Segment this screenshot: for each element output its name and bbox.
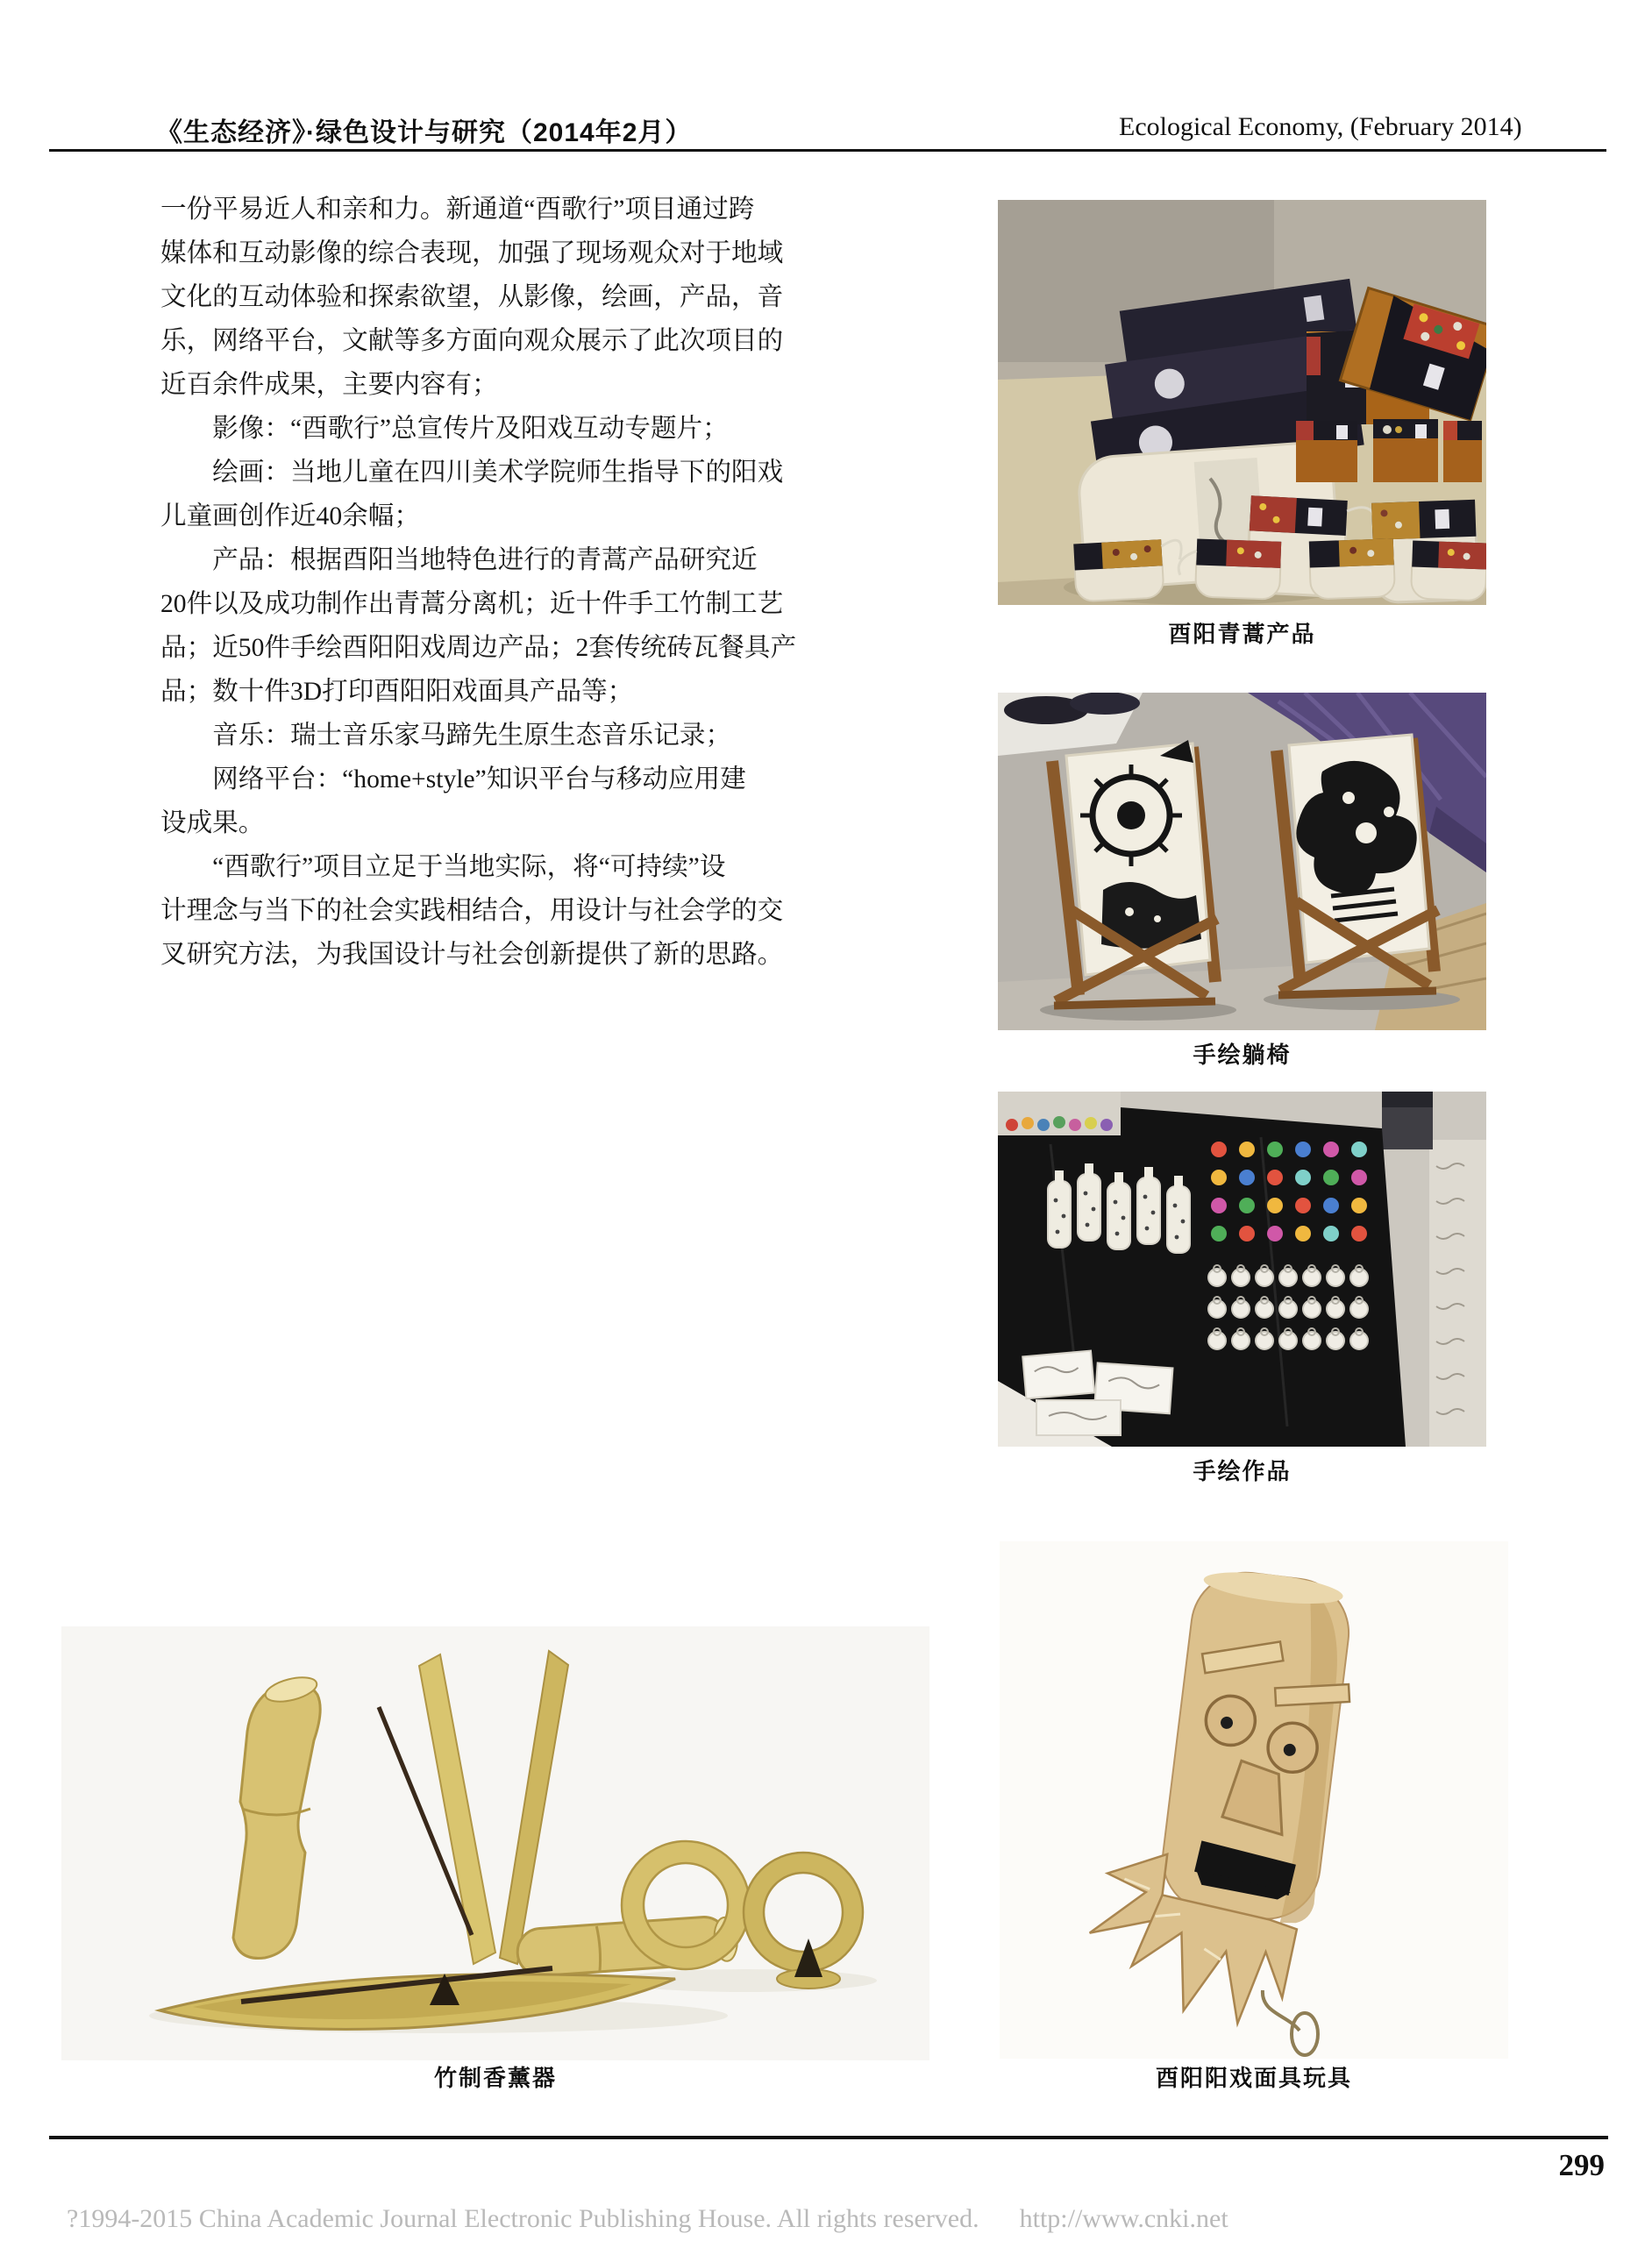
text-line: 20件以及成功制作出青蒿分离机；近十件手工竹制工艺 [160,590,784,618]
text-line: “酉歌行”项目立足于当地实际，将“可持续”设 [160,853,726,881]
article-body [160,188,813,977]
bamboo-photo-art [61,1626,929,2060]
text-line: 近百余件成果，主要内容有； [160,371,498,399]
text-line: 乐，网络平台，文献等多方面向观众展示了此次项目的 [160,327,784,355]
photo-qinghao-products [998,200,1486,605]
text-line: 一份平易近人和亲和力。新通道“酉歌行”项目通过跨 [160,196,755,224]
text-line: 文化的互动体验和探索欲望，从影像，绘画，产品，音 [160,283,784,311]
text-line: 音乐：瑞士音乐家马蹄先生原生态音乐记录； [160,722,732,750]
text-line: 设成果。 [160,809,265,837]
text-line: 影像：“酉歌行”总宣传片及阳戏互动专题片； [160,415,729,443]
footer-copyright [40,2174,1228,2241]
copyright-text: ?1994-2015 China Academic Journal Electronic Publishing House. All rights reserved. [67,2204,979,2233]
journal-title-cn: 《生态经济》·绿色设计与研究（2014年2月） [156,118,693,147]
text-line: 媒体和互动影像的综合表现，加强了现场观众对于地域 [160,239,784,267]
footer-rule [49,2136,1608,2139]
handpainted-photo-art [998,1092,1486,1447]
patterned-panel [1429,1140,1486,1447]
text-line: 网络平台：“home+style”知识平台与移动应用建 [160,765,746,793]
text-line: 品；近50件手绘酉阳阳戏周边产品；2套传统砖瓦餐具产 [160,634,797,662]
photo-bamboo-incense [61,1626,929,2060]
figure-caption-handpainted: 手绘作品 [1193,1458,1292,1484]
qinghao-photo-art [998,200,1486,605]
text-line: 绘画：当地儿童在四川美术学院师生指导下的阳戏 [160,459,784,487]
text-line: 品；数十件3D打印酉阳阳戏面具产品等； [160,678,634,706]
figure-caption-incense: 竹制香薰器 [433,2065,557,2091]
figure-caption-qinghao: 酉阳青蒿产品 [1168,621,1316,647]
loungers-photo-art [998,693,1486,1030]
cnki-url: http://www.cnki.net [1019,2204,1228,2233]
figure-caption-mask: 酉阳阳戏面具玩具 [1155,2065,1352,2091]
figure-caption-loungers: 手绘躺椅 [1193,1042,1292,1068]
journal-title-en: Ecological Economy, (February 2014) [1119,112,1522,141]
photo-handpainted-works [998,1092,1486,1447]
header-rule [49,149,1606,152]
text-line: 产品：根据酉阳当地特色进行的青蒿产品研究近 [160,546,758,574]
photo-mask-toy [1000,1541,1508,2059]
text-line: 叉研究方法，为我国设计与社会创新提供了新的思路。 [160,941,784,969]
page-number: 299 [1558,2148,1605,2182]
photo-painted-loungers [998,693,1486,1030]
text-line: 儿童画创作近40余幅； [160,502,420,530]
text-line: 计理念与当下的社会实践相结合，用设计与社会学的交 [160,897,784,925]
mask-photo-art [1000,1541,1508,2059]
keychain-rows [1208,1265,1368,1349]
